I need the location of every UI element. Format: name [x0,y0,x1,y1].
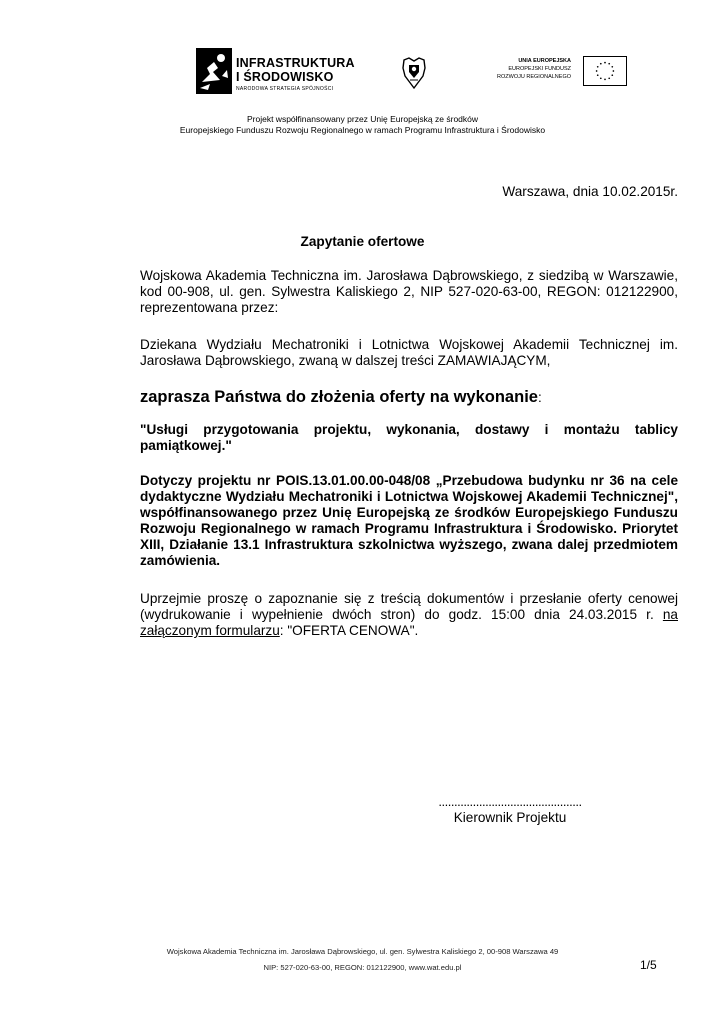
service-description: "Usługi przygotowania projektu, wykonania, dostawy i montażu tablicy pamiątkowej." [140,422,678,453]
cofunding-line-2: Europejskiego Funduszu Rozwoju Regionalnego w ramach Programu Infrastruktura i Środowisko [179,125,546,135]
eu-logo-line3: ROZWOJU REGIONALNEGO [497,74,571,80]
invitation-text: zaprasza Państwa do złożenia oferty na wykonanie [140,388,538,406]
project-reference: Dotyczy projektu nr POIS.13.01.00.00-048/08 „Przebudowa budynku nr 36 na cele dydaktyczne Wydziału Mechatroniki i Lotnictwa Wojskowej Akademii Technicznej", współfinansowanego przez Unię Europejską ze środków Europejskiego Funduszu Rozwoju Regionalnego w ramach Programu Infrastruktura i Środowisko. Priorytet XIII, Działanie 13.1 Infrastruktura szkolnictwa wyższego, zwana dalej przedmiotem zamówienia. [140,473,678,568]
eu-logo [497,56,627,90]
infrastruktura-mark-icon [196,48,232,94]
paragraph-representative: Dziekana Wydziału Mechatroniki i Lotnictwa Wojskowej Akademii Technicznej im. Jarosława Dąbrowskiego, zwaną w dalszej treści ZAMAWIAJĄCYM, [140,337,678,368]
request-text-end: : "OFERTA CENOWA". [279,623,419,638]
paragraph-institution: Wojskowa Akademia Techniczna im. Jarosława Dąbrowskiego, z siedzibą w Warszawie, kod 00-908, ul. gen. Sylwestra Kaliskiego 2, NIP 527-020-63-00, REGON: 012122900, reprezentowana przez: [140,268,678,315]
footer-ids: NIP: 527-020-63-00, REGON: 012122900, www.wat.edu.pl [263,963,462,972]
signer-title: Kierownik Projektu [453,810,567,825]
cofunding-line-1: Projekt współfinansowany przez Unię Europejską ze środków [246,114,479,124]
paragraph-request [140,591,678,639]
page-number: 1/5 [640,958,657,972]
footer-address: Wojskowa Akademia Techniczna im. Jarosława Dąbrowskiego, ul. gen. Sylwestra Kaliskiego 2, 00-908 Warszawa 49 [166,947,559,956]
infrastruktura-logo-tagline: NARODOWA STRATEGIA SPÓJNOŚCI [236,86,334,92]
eu-logo-line1: UNIA EUROPEJSKA [518,58,571,64]
infrastruktura-logo-line1: INFRASTRUKTURA [236,56,355,70]
eu-logo-line2: EUROPEJSKI FUNDUSZ [508,66,571,72]
request-text: Uprzejmie proszę o zapoznanie się z treścią dokumentów i przesłanie oferty cenowej (wydrukowanie i wypełnienie dwóch stron) do godz. 15:00 dnia 24.03.2015 r. [140,591,678,622]
signature-line: .............................................. [438,794,582,809]
eu-flag-icon [583,56,627,86]
infrastruktura-logo [196,48,356,96]
form-link[interactable]: na załączonym formularzu [140,607,678,638]
document-date: Warszawa, dnia 10.02.2015r. [502,184,678,199]
infrastruktura-logo-line2: I ŚRODOWISKO [236,70,334,84]
invitation-heading [140,387,678,408]
invitation-colon: : [537,390,542,405]
document-subject: Zapytanie ofertowe [300,234,425,249]
crest-icon [401,56,427,90]
